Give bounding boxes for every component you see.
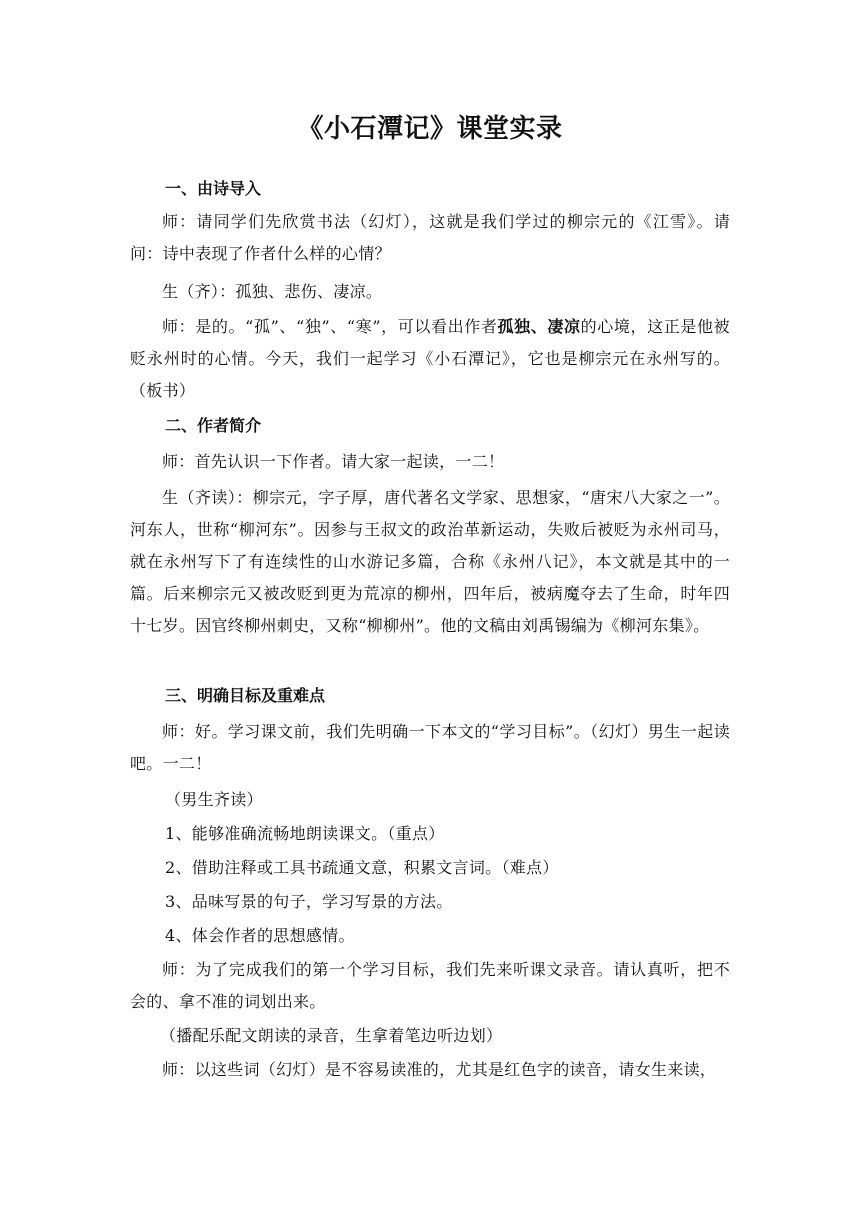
paragraph-text: 师：是的。“孤”、“独”、“寒”，可以看出作者 <box>162 317 498 336</box>
section-heading-1: 一、由诗导入 <box>165 179 262 198</box>
paragraph-teacher-author: 师：首先认识一下作者。请大家一起读，一二！ <box>162 452 505 471</box>
paragraph-text: 的心境，这正是他被贬永州时的心情。今天，我们一起学习《小石潭记》，它也是柳宗元在永州写的。（板书） <box>130 317 730 400</box>
paragraph-students-reply: 生（齐）：孤独、悲伤、凄凉。 <box>162 282 383 301</box>
stage-note-boys-read: （男生齐读） <box>165 790 263 809</box>
stage-note-recording: （播配乐配文朗读的录音，生拿着笔边听边划） <box>160 1026 503 1045</box>
paragraph-teacher-explain <box>130 311 730 407</box>
page-title: 《小石潭记》课堂实录 <box>297 114 563 144</box>
section-heading-2: 二、作者简介 <box>165 416 262 435</box>
paragraph-teacher-words: 师：以这些词（幻灯）是不容易读准的，尤其是红色字的读音，请女生来读， <box>162 1060 717 1079</box>
goal-item-4: 4、体会作者的思想感情。 <box>165 926 355 945</box>
bold-emphasis: 孤独、凄凉 <box>497 317 581 336</box>
goal-item-1: 1、能够准确流畅地朗读课文。（重点） <box>165 824 445 843</box>
goal-item-2: 2、借助注释或工具书疏通文意，积累文言词。（难点） <box>165 858 559 877</box>
paragraph-teacher-goals: 师：好。学习课文前，我们先明确一下本文的“学习目标”。（幻灯）男生一起读吧。一二！ <box>130 722 730 773</box>
goal-item-3: 3、品味写景的句子，学习写景的方法。 <box>165 892 453 911</box>
section-heading-3: 三、明确目标及重难点 <box>165 686 326 705</box>
paragraph-teacher-intro: 师：请同学们先欣赏书法（幻灯），这就是我们学过的柳宗元的《江雪》。请问：诗中表现了作者什么样的心情？ <box>130 212 730 263</box>
paragraph-author-bio: 生（齐读）：柳宗元，字子厚，唐代著名文学家、思想家，“唐宋八大家之一”。河东人，世称“柳河东”。因参与王叔文的政治革新运动，失败后被贬为永州司马，就在永州写下了有连续性的山水游记多篇，合称《永州八记》，本文就是其中的一篇。后来柳宗元又被改贬到更为荒凉的柳州，四年后，被病魔夺去了生命，时年四十七岁。因官终柳州刺史，又称“柳柳州”。他的文稿由刘禹锡编为《柳河东集》。 <box>130 488 730 635</box>
paragraph-teacher-recording: 师：为了完成我们的第一个学习目标，我们先来听课文录音。请认真听，把不会的、拿不准的词划出来。 <box>130 960 730 1011</box>
